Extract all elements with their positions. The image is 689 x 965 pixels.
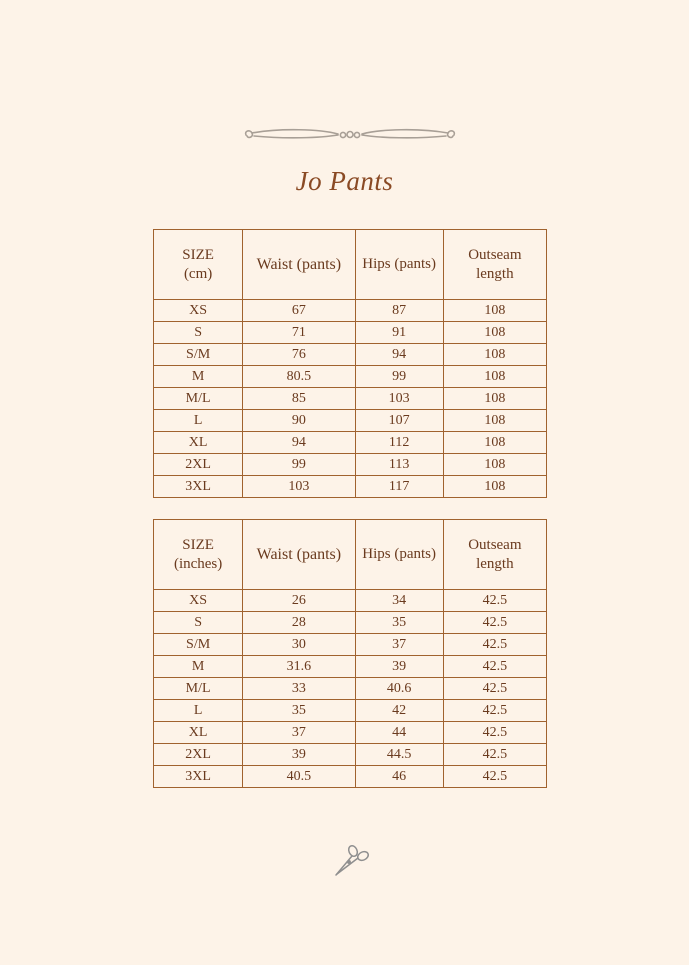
cell-outseam: 42.5: [443, 700, 546, 722]
cell-hips: 44.5: [355, 744, 443, 766]
cell-outseam: 108: [443, 300, 546, 322]
cell-waist: 33: [243, 678, 355, 700]
header-line: Hips (pants): [362, 256, 436, 272]
table-header-row: [154, 230, 547, 300]
header-line: Outseam: [468, 246, 522, 263]
cell-outseam: 108: [443, 454, 546, 476]
cell-hips: 117: [355, 476, 443, 498]
cell-hips: 37: [355, 634, 443, 656]
header-line: (cm): [183, 265, 213, 282]
table-row: [154, 634, 547, 656]
cell-outseam: 108: [443, 476, 546, 498]
table-header-row: [154, 520, 547, 590]
cell-hips: 103: [355, 388, 443, 410]
cell-size: XL: [154, 722, 243, 744]
cell-outseam: 108: [443, 388, 546, 410]
table-row: [154, 410, 547, 432]
cell-waist: 31.6: [243, 656, 355, 678]
cell-size: L: [154, 700, 243, 722]
cell-waist: 28: [243, 612, 355, 634]
cell-size: M: [154, 366, 243, 388]
cell-waist: 76: [243, 344, 355, 366]
table-row: [154, 766, 547, 788]
cell-waist: 67: [243, 300, 355, 322]
cell-outseam: 108: [443, 410, 546, 432]
cell-outseam: 108: [443, 432, 546, 454]
column-header-waist: [243, 230, 355, 300]
cell-size: M/L: [154, 388, 243, 410]
header-line: Waist (pants): [256, 256, 342, 273]
cell-hips: 42: [355, 700, 443, 722]
cell-size: M/L: [154, 678, 243, 700]
cell-waist: 40.5: [243, 766, 355, 788]
cell-hips: 107: [355, 410, 443, 432]
table-row: [154, 656, 547, 678]
cell-hips: 40.6: [355, 678, 443, 700]
column-header-size: [154, 230, 243, 300]
scissors-icon: [332, 842, 372, 878]
page-title: Jo Pants: [295, 166, 394, 196]
table-row: [154, 322, 547, 344]
header-line: SIZE: [182, 246, 214, 263]
table-row: [154, 300, 547, 322]
header-line: SIZE: [182, 536, 214, 553]
table-row: [154, 744, 547, 766]
table-row: [154, 344, 547, 366]
cell-outseam: 42.5: [443, 678, 546, 700]
cell-hips: 112: [355, 432, 443, 454]
cell-outseam: 42.5: [443, 766, 546, 788]
cell-hips: 44: [355, 722, 443, 744]
cell-size: M: [154, 656, 243, 678]
table-row: [154, 678, 547, 700]
cell-waist: 90: [243, 410, 355, 432]
cell-size: L: [154, 410, 243, 432]
cell-outseam: 108: [443, 322, 546, 344]
cell-hips: 99: [355, 366, 443, 388]
cell-outseam: 108: [443, 344, 546, 366]
cell-outseam: 42.5: [443, 656, 546, 678]
cell-size: S/M: [154, 344, 243, 366]
cell-waist: 39: [243, 744, 355, 766]
flourish-divider-icon: [240, 125, 460, 147]
cell-size: 3XL: [154, 766, 243, 788]
cell-waist: 35: [243, 700, 355, 722]
table-row: [154, 476, 547, 498]
cell-hips: 34: [355, 590, 443, 612]
cell-hips: 94: [355, 344, 443, 366]
cell-hips: 113: [355, 454, 443, 476]
cell-waist: 30: [243, 634, 355, 656]
cell-outseam: 108: [443, 366, 546, 388]
cell-size: XL: [154, 432, 243, 454]
column-header-size: [154, 520, 243, 590]
header-line: length: [476, 555, 514, 572]
header-line: Waist (pants): [256, 546, 342, 563]
cell-size: S: [154, 612, 243, 634]
column-header-outseam: [443, 520, 546, 590]
cell-waist: 71: [243, 322, 355, 344]
table-row: [154, 366, 547, 388]
cell-waist: 26: [243, 590, 355, 612]
cell-hips: 87: [355, 300, 443, 322]
cell-waist: 85: [243, 388, 355, 410]
table-row: [154, 590, 547, 612]
cell-size: XS: [154, 590, 243, 612]
cell-waist: 99: [243, 454, 355, 476]
header-line: Outseam: [468, 536, 522, 553]
cell-outseam: 42.5: [443, 634, 546, 656]
cell-size: S: [154, 322, 243, 344]
cell-size: 2XL: [154, 744, 243, 766]
column-header-hips: [355, 230, 443, 300]
cell-size: 2XL: [154, 454, 243, 476]
table-row: [154, 722, 547, 744]
header-line: (inches): [173, 555, 223, 572]
header-line: Hips (pants): [362, 546, 436, 562]
cell-hips: 35: [355, 612, 443, 634]
cell-size: S/M: [154, 634, 243, 656]
cell-outseam: 42.5: [443, 722, 546, 744]
column-header-outseam: [443, 230, 546, 300]
cell-waist: 103: [243, 476, 355, 498]
cell-hips: 39: [355, 656, 443, 678]
cell-outseam: 42.5: [443, 590, 546, 612]
table-row: [154, 700, 547, 722]
cell-hips: 91: [355, 322, 443, 344]
size-table-inches: [153, 519, 547, 788]
header-line: length: [476, 265, 514, 282]
cell-size: 3XL: [154, 476, 243, 498]
cell-waist: 37: [243, 722, 355, 744]
cell-size: XS: [154, 300, 243, 322]
cell-hips: 46: [355, 766, 443, 788]
table-row: [154, 454, 547, 476]
cell-outseam: 42.5: [443, 744, 546, 766]
column-header-waist: [243, 520, 355, 590]
table-row: [154, 612, 547, 634]
cell-waist: 94: [243, 432, 355, 454]
size-table-cm: [153, 229, 547, 498]
table-row: [154, 388, 547, 410]
table-row: [154, 432, 547, 454]
column-header-hips: [355, 520, 443, 590]
cell-waist: 80.5: [243, 366, 355, 388]
cell-outseam: 42.5: [443, 612, 546, 634]
